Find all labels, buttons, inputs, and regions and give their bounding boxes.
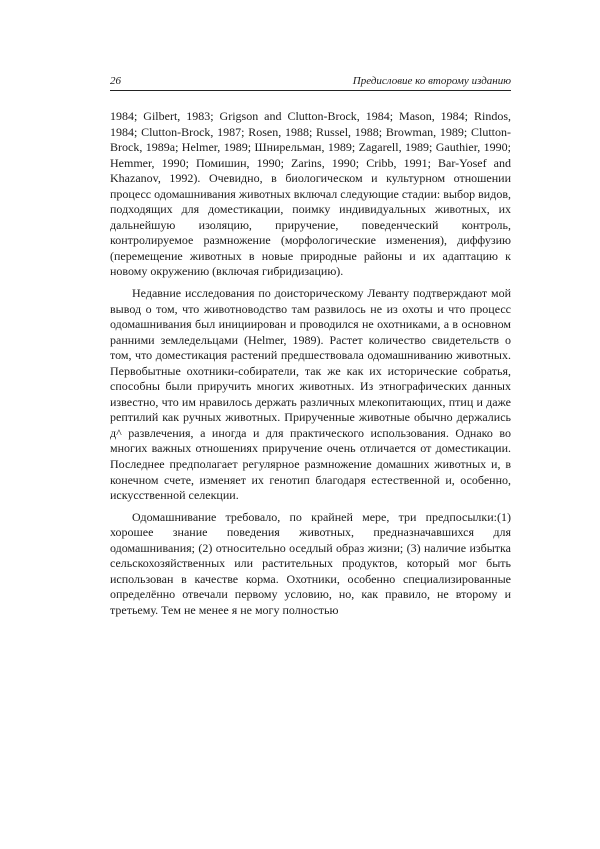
- paragraph-domestication-prerequisites: Одомашнивание требовало, по крайней мере, три предпосылки:(1) хорошее знание поведения животных, предназначавшихся для одомашнивания; (2) относительно оседлый образ жизни; (3) наличие избытка сельскохозяйственных или растительных продуктов, который мог быть использован в качестве корма. Охотники, особенно специализированные определённо отвечали первому условию, но, как правило, не второму и третьему. Тем не менее я не могу полностью: [110, 509, 511, 617]
- running-title: Предисловие ко второму изданию: [352, 75, 511, 87]
- page-number: 26: [110, 75, 121, 87]
- paragraph-levant-research: Недавние исследования по доисторическому Леванту подтверждают мой вывод о том, что животноводство там развилось не из охоты и что процесс одомашнивания был инициирован и проводился не охотниками, а в основном ранними земледельцами (Helmer, 1989). Растет количество свидетельств о том, что доместикация растений предшествовала одомашниванию животных. Первобытные охотники-собиратели, так же как их исторические собратья, способны были приручить многих животных. Из этнографических данных известно, что им нравилось держать различных млекопитающих, птиц и даже рептилий как ручных животных. Прирученные животные обычно держались д^ развлечения, а иногда и для практического использования. Однако во многих важных отношениях приручение очень отличается от доместикации. Последнее предполагает регулярное размножение домашних животных и, в конечном счете, изменяет их генотип благодаря естественной и, особенно, искусственной селекции.: [110, 286, 511, 503]
- page-header: [110, 74, 511, 91]
- paragraph-continuation: 1984; Gilbert, 1983; Grigson and Clutton-Brock, 1984; Mason, 1984; Rindos, 1984; Clutton-Brock, 1987; Rosen, 1988; Russel, 1988; Browman, 1989; Clutton-Brock, 1989a; Helmer, 1989; Шнирельман, 1989; Zagarell, 1989; Gauthier, 1990; Hemmer, 1990; Помишин, 1990; Zarins, 1990; Cribb, 1991; Bar-Yosef and Khazanov, 1992). Очевидно, в биологическом и культурном отношении процесс одомашнивания животных включал следующие стадии: выбор видов, подходящих для доместикации, поимку индивидуальных животных, их дальнейшую изоляцию, приручение, поведенческий контроль, контролируемое размножение (морфологические изменения), диффузию (перемещение животных в новые природные районы и их адаптацию к новому окружению (включая гибридизацию).: [110, 109, 511, 279]
- body-text: [110, 109, 511, 625]
